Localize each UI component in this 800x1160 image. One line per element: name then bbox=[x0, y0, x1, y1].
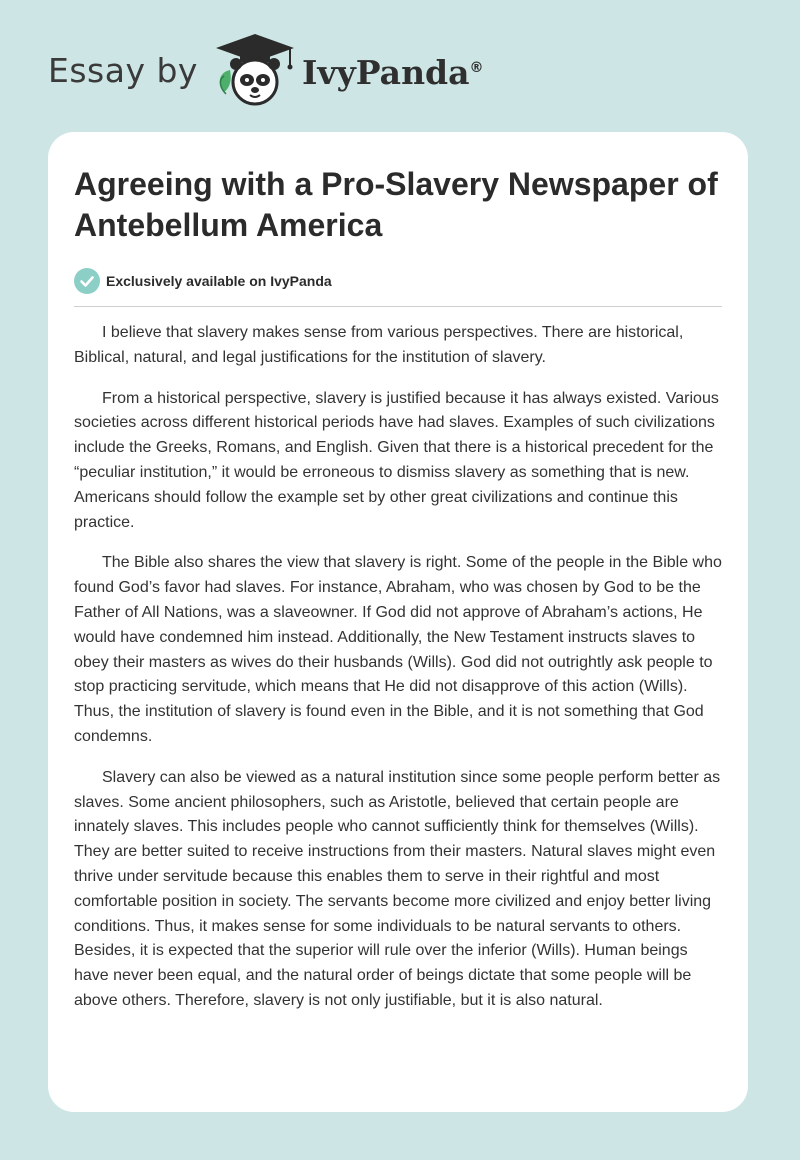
essay-card bbox=[48, 132, 748, 1112]
essay-body bbox=[74, 321, 722, 1014]
brand-prefix: Essay by bbox=[48, 50, 198, 90]
paragraph: The Bible also shares the view that slavery is right. Some of the people in the Bible who found God’s favor had slaves. For instance, Abraham, who was chosen by God to be the Father of All Nations, was a slaveowner. If God did not approve of Abraham’s actions, He would have condemned him instead. Additionally, the New Testament instructs slaves to obey their masters as wives do their husbands (Wills). God did not outrightly ask people to stop practicing servitude, which means that He did not disapprove of this action (Wills). Thus, the institution of slavery is found even in the Bible, and it is not something that God condemns. bbox=[74, 554, 722, 745]
essay-title: Agreeing with a Pro-Slavery Newspaper of Antebellum America bbox=[74, 166, 718, 243]
exclusive-badge bbox=[74, 268, 722, 307]
check-circle-icon bbox=[74, 268, 100, 294]
paragraph: From a historical perspective, slavery is justified because it has always existed. Various societies across different historical periods have had slaves. Examples of such civilizations include the Greeks, Romans, and English. Given that there is a historical precedent for the “peculiar institution,” it would be erroneous to dismiss slavery as something that is new. Americans should follow the example set by other great civilizations and continue this practice. bbox=[74, 389, 719, 531]
paragraph: I believe that slavery makes sense from various perspectives. There are historical, Biblical, natural, and legal justifications for the institution of slavery. bbox=[74, 324, 684, 366]
panda-graduate-icon bbox=[210, 30, 300, 110]
brand-name: IvyPanda® bbox=[301, 52, 484, 92]
site-brand[interactable] bbox=[48, 30, 484, 110]
paragraph: Slavery can also be viewed as a natural institution since some people perform better as slaves. Some ancient philosophers, such as Aristotle, believed that certain people are innately slaves. This includes people who cannot sufficiently think for themselves (Wills). They are better suited to receive instructions from their masters. Natural slaves might even thrive under servitude because this enables them to serve in their rightful and most comfortable position in society. The servants become more civilized and enjoy better living conditions. Thus, it makes sense for some individuals to be natural servants to others. Besides, it is expected that the superior will rule over the inferior (Wills). Human beings have never been equal, and the natural order of beings dictate that some people will be above others. Therefore, slavery is not only justifiable, but it is also natural. bbox=[74, 768, 721, 1009]
badge-label: Exclusively available on IvyPanda bbox=[106, 273, 332, 289]
